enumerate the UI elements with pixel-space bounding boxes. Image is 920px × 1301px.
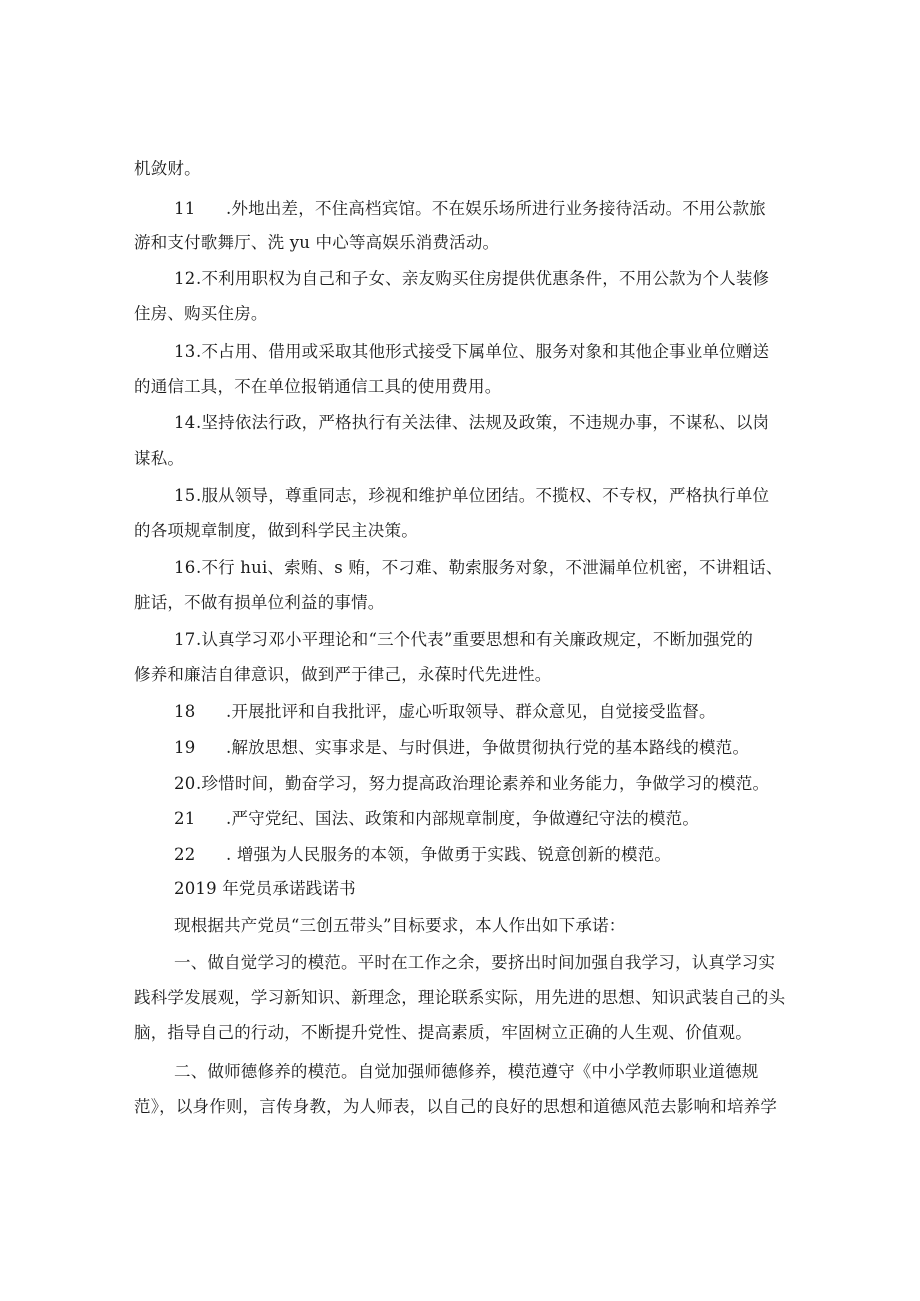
item-number: 22 — [174, 845, 196, 864]
text-line: 脑，指导自己的行动，不断提升党性、提高素质，牢固树立正确的人生观、价值观。 — [134, 1023, 752, 1042]
list-item-17: 17.认真学习邓小平理论和“三个代表”重要思想和有关廉政规定，不断加强党的 — [174, 630, 754, 649]
list-item-14: 14.坚持依法行政，严格执行有关法律、法规及政策，不违规办事，不谋私、以岗 — [174, 413, 770, 432]
list-item-19: 19 .解放思想、实事求是、与时俱进，争做贯彻执行党的基本路线的模范。 — [174, 738, 750, 757]
list-item-16: 16.不行 hui、索贿、s 贿，不刁难、勒索服务对象，不泄漏单位机密，不讲粗话、 — [174, 558, 783, 577]
list-item-20: 20.珍惜时间，勤奋学习，努力提高政治理论素养和业务能力，争做学习的模范。 — [174, 774, 770, 793]
item-number: 14 — [174, 413, 196, 432]
list-item-18: 18 .开展批评和自我批评，虚心听取领导、群众意见，自觉接受监督。 — [174, 702, 716, 721]
text-line: 的各项规章制度，做到科学民主决策。 — [134, 521, 418, 540]
item-number: 21 — [174, 809, 196, 828]
item-number: 15 — [174, 486, 196, 505]
list-item-15: 15.服从领导，尊重同志，珍视和维护单位团结。不揽权、不专权，严格执行单位 — [174, 486, 770, 505]
text-line: 修养和廉洁自律意识，做到严于律己，永葆时代先进性。 — [134, 665, 552, 684]
item-number: 13 — [174, 342, 196, 361]
item-number: 16 — [174, 558, 196, 577]
item-number: 12 — [174, 269, 196, 288]
text-line: 一、做自觉学习的模范。平时在工作之余，要挤出时间加强自我学习，认真学习实 — [174, 953, 776, 972]
section-title: 2019 年党员承诺践诺书 — [174, 879, 356, 898]
text-line: 的通信工具，不在单位报销通信工具的使用费用。 — [134, 377, 502, 396]
text-line: 谋私。 — [134, 449, 185, 468]
text-line: 范》，以身作则，言传身教，为人师表，以自己的良好的思想和道德风范去影响和培养学 — [134, 1097, 778, 1116]
item-number: 18 — [174, 702, 196, 721]
list-item-21: 21 .严守党纪、国法、政策和内部规章制度，争做遵纪守法的模范。 — [174, 809, 700, 828]
item-number: 17 — [174, 630, 196, 649]
intro-paragraph: 现根据共产党员“三创五带头”目标要求，本人作出如下承诺： — [174, 916, 626, 935]
item-number: 19 — [174, 738, 196, 757]
list-item-12: 12.不利用职权为自己和子女、亲友购买住房提供优惠条件，不用公款为个人装修 — [174, 269, 770, 288]
list-item-13: 13.不占用、借用或采取其他形式接受下属单位、服务对象和其他企事业单位赠送 — [174, 342, 770, 361]
text-line: 住房、购买住房。 — [134, 304, 268, 323]
list-item-11: 11 .外地出差，不住高档宾馆。不在娱乐场所进行业务接待活动。不用公款旅 — [174, 199, 766, 218]
item-number: 20 — [174, 774, 196, 793]
text-line: 游和支付歌舞厅、洗 yu 中心等高娱乐消费活动。 — [134, 233, 500, 252]
item-number: 11 — [174, 199, 196, 218]
text-line: 脏话，不做有损单位利益的事情。 — [134, 593, 385, 612]
text-line: 践科学发展观，学习新知识、新理念，理论联系实际，用先进的思想、知识武装自己的头 — [134, 988, 786, 1007]
text-line: 二、做师德修养的模范。自觉加强师德修养，模范遵守《中小学教师职业道德规 — [174, 1062, 759, 1081]
list-item-22: 22 . 增强为人民服务的本领，争做勇于实践、锐意创新的模范。 — [174, 845, 672, 864]
text-line: 机敛财。 — [134, 159, 201, 178]
